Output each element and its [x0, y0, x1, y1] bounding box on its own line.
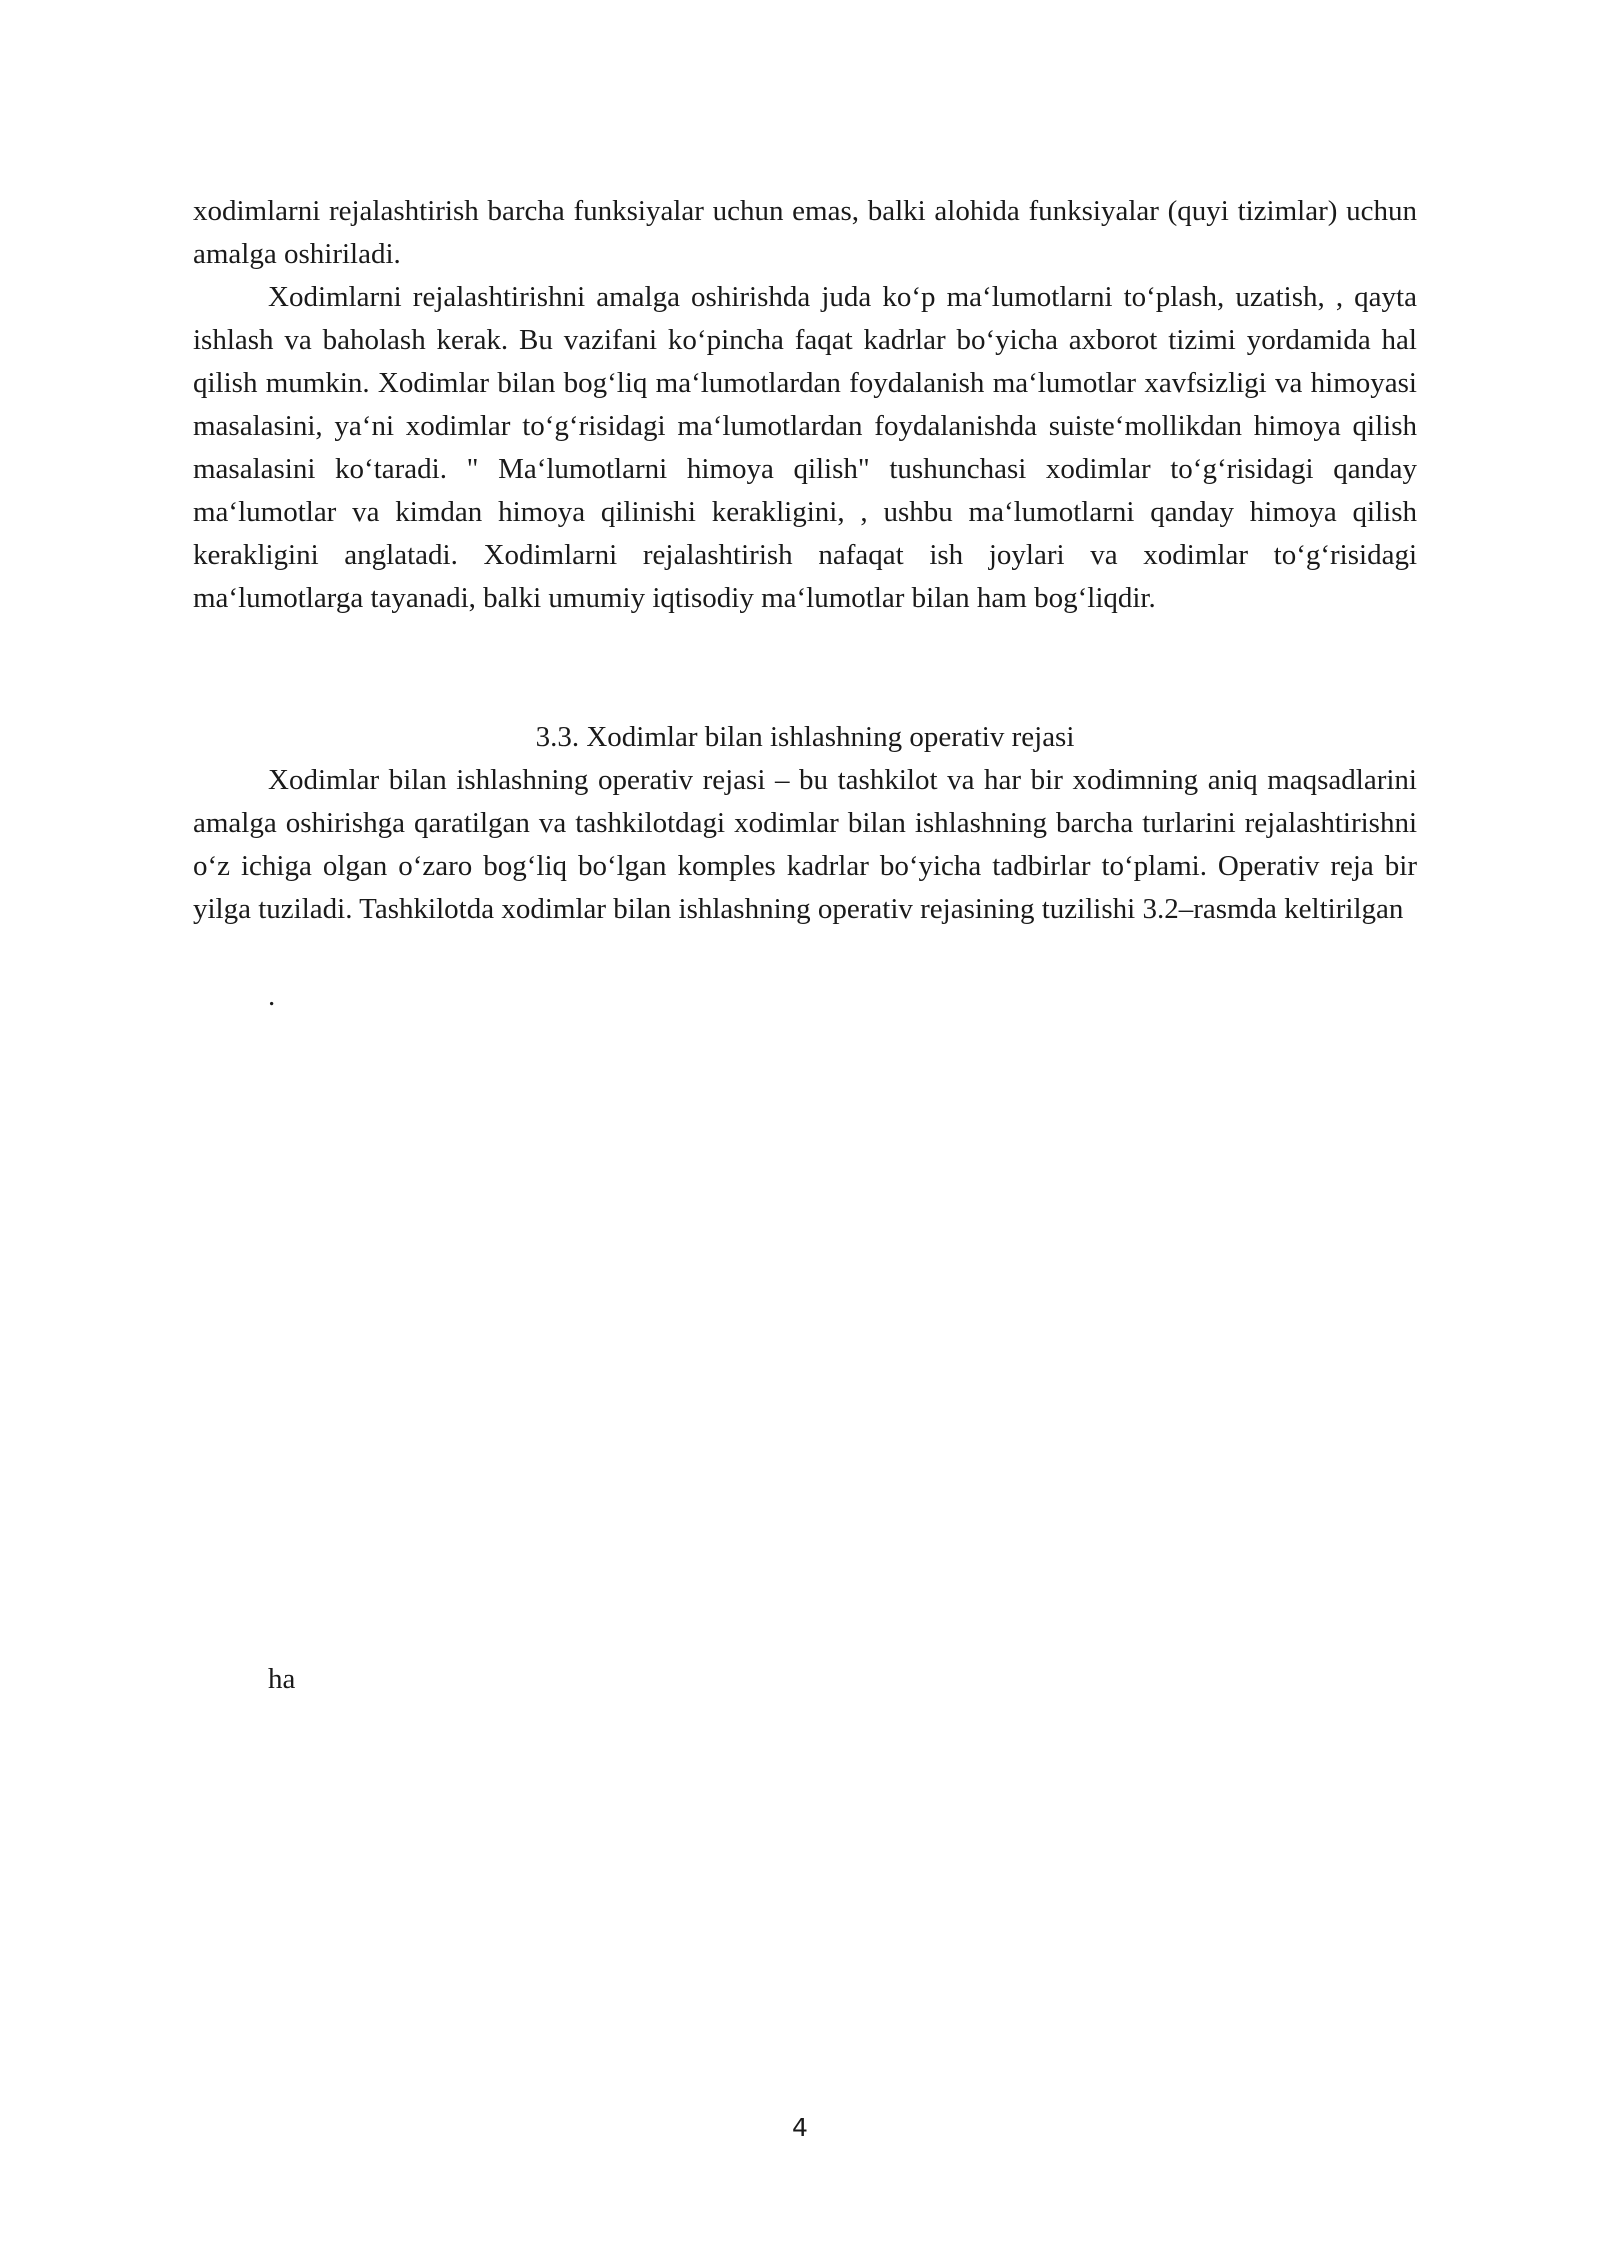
paragraph-operative-plan: Xodimlar bilan ishlashning operativ rejasi – bu tashkilot va har bir xodimning aniq maqsadlarini amalga oshirishga qaratilgan va tashkilotdagi xodimlar bilan ishlashning barcha turlarini rejalashtirishni o‘z ichiga olgan o‘zaro bog‘liq bo‘lgan komples kadrlar bo‘yicha tadbirlar to‘plami. Operativ reja bir yilga tuziladi. Tashkilotda xodimlar bilan ishlashning operativ rejasining tuzilishi 3.2–rasmda keltirilgan	[193, 764, 1417, 925]
page-number: 4	[792, 2113, 808, 2142]
body-text-section	[193, 759, 1417, 931]
stray-dot: .	[268, 980, 276, 1012]
section-heading: 3.3. Xodimlar bilan ishlashning operativ rejasi	[535, 721, 1075, 753]
paragraph-continuation: xodimlarni rejalashtirish barcha funksiyalar uchun emas, balki alohida funksiyalar (quyi tizimlar) uchun amalga oshiriladi.	[193, 195, 1417, 270]
body-text-top	[193, 190, 1417, 620]
paragraph-data-protection: Xodimlarni rejalashtirishni amalga oshirishda juda ko‘p ma‘lumotlarni to‘plash, uzatish, , qayta ishlash va baholash kerak. Bu vazifani ko‘pincha faqat kadrlar bo‘yicha axborot tizimi yordamida hal qilish mumkin. Xodimlar bilan bog‘liq ma‘lumotlardan foydalanish ma‘lumotlar xavfsizligi va himoyasi masalasini, ya‘ni xodimlar to‘g‘risidagi ma‘lumotlardan foydalanishda suiste‘mollikdan himoya qilish masalasini ko‘taradi. " Ma‘lumotlarni himoya qilish" tushunchasi xodimlar to‘g‘risidagi qanday ma‘lumotlar va kimdan himoya qilinishi kerakligini, , ushbu ma‘lumotlarni qanday himoya qilish kerakligini anglatadi. Xodimlarni rejalashtirish nafaqat ish joylari va xodimlar to‘g‘risidagi ma‘lumotlarga tayanadi, balki umumiy iqtisodiy ma‘lumotlar bilan ham bog‘liqdir.	[193, 281, 1417, 614]
stray-text: ha	[268, 1663, 296, 1695]
